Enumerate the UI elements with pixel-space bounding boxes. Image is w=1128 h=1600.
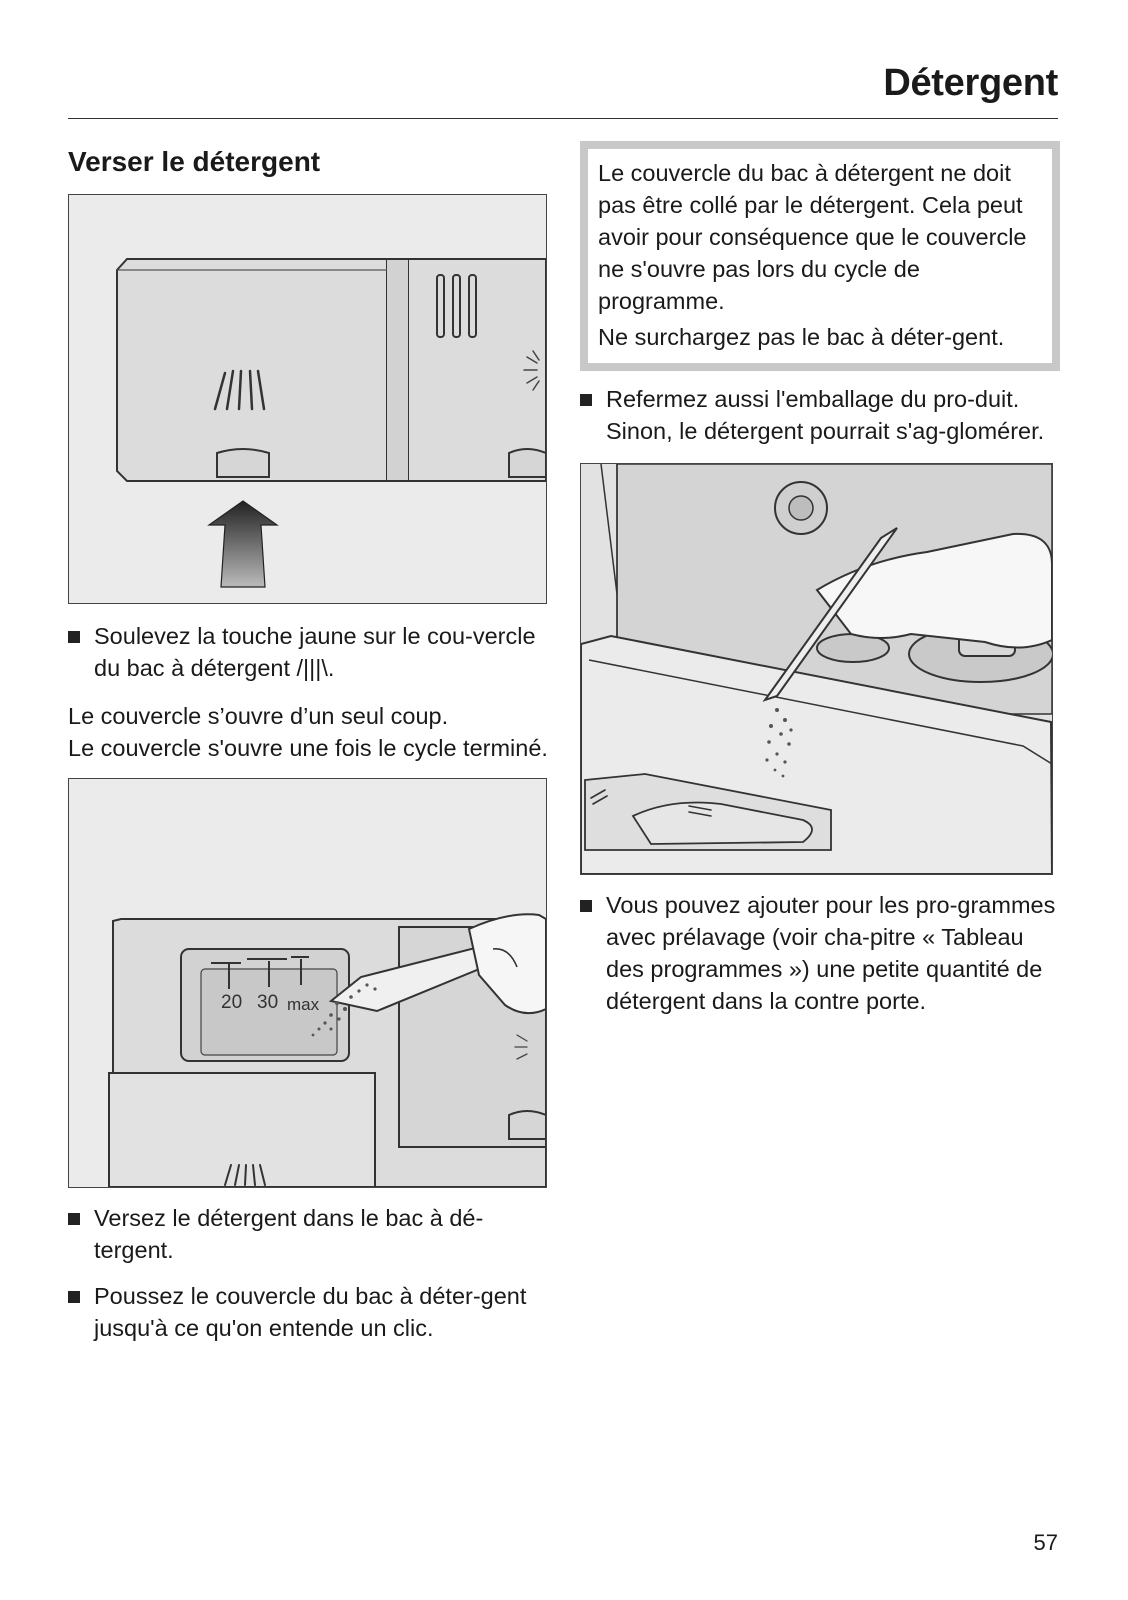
left-step-pour-detergent	[68, 1202, 548, 1266]
step-text: Poussez le couvercle du bac à déter-gent jusqu'à ce qu'on entende un clic.	[94, 1283, 527, 1341]
dispenser-closed-illustration	[69, 195, 546, 603]
warning-box	[580, 141, 1060, 371]
figure-door-detergent	[580, 463, 1053, 875]
dispenser-filling-illustration	[69, 779, 546, 1187]
right-step-close-packaging	[580, 383, 1060, 447]
left-step-close-lid	[68, 1280, 548, 1344]
figure-dispenser-closed	[68, 194, 547, 604]
note-lid-opens-after-cycle: Le couvercle s'ouvre une fois le cycle terminé.	[68, 735, 548, 761]
step-text: Refermez aussi l'emballage du pro-duit. Sinon, le détergent pourrait s'ag-glomérer.	[606, 386, 1045, 444]
bullet-square-icon	[68, 620, 94, 643]
title-divider	[68, 118, 1058, 119]
warning-paragraph-2: Ne surchargez pas le bac à déter-gent.	[598, 324, 1005, 350]
scale-label-20: 20	[221, 992, 243, 1013]
right-step-prewash-detergent	[580, 889, 1060, 1017]
left-column	[68, 194, 548, 1344]
warning-paragraph-1: Le couvercle du bac à détergent ne doit pas être collé par le détergent. Cela peut avoir pour conséquence que le couvercle ne s'ouvre pas lors du cycle de programme.	[598, 160, 1027, 314]
bullet-square-icon	[580, 383, 606, 406]
note-lid-opens: Le couvercle s’ouvre d’un seul coup.	[68, 703, 449, 729]
left-step-lift-button	[68, 620, 548, 684]
step-text: Vous pouvez ajouter pour les pro-grammes avec prélavage (voir cha-pitre « Tableau des programmes ») une petite quantité de détergent dans la contre porte.	[606, 892, 1056, 1014]
scale-label-30: 30	[257, 992, 279, 1013]
door-detergent-illustration	[581, 464, 1052, 874]
page-number: 57	[1033, 1530, 1058, 1555]
right-column	[580, 141, 1060, 1017]
scale-label-max: max	[287, 995, 320, 1014]
page-title: Détergent	[883, 62, 1058, 104]
step-text: Soulevez la touche jaune sur le cou-vercle du bac à détergent /|||\.	[94, 623, 536, 681]
bullet-square-icon	[68, 1280, 94, 1303]
section-heading: Verser le détergent	[68, 146, 321, 177]
step-text: Versez le détergent dans le bac à dé-tergent.	[94, 1205, 484, 1263]
bullet-square-icon	[68, 1202, 94, 1225]
bullet-square-icon	[580, 889, 606, 912]
figure-dispenser-filling	[68, 778, 547, 1188]
